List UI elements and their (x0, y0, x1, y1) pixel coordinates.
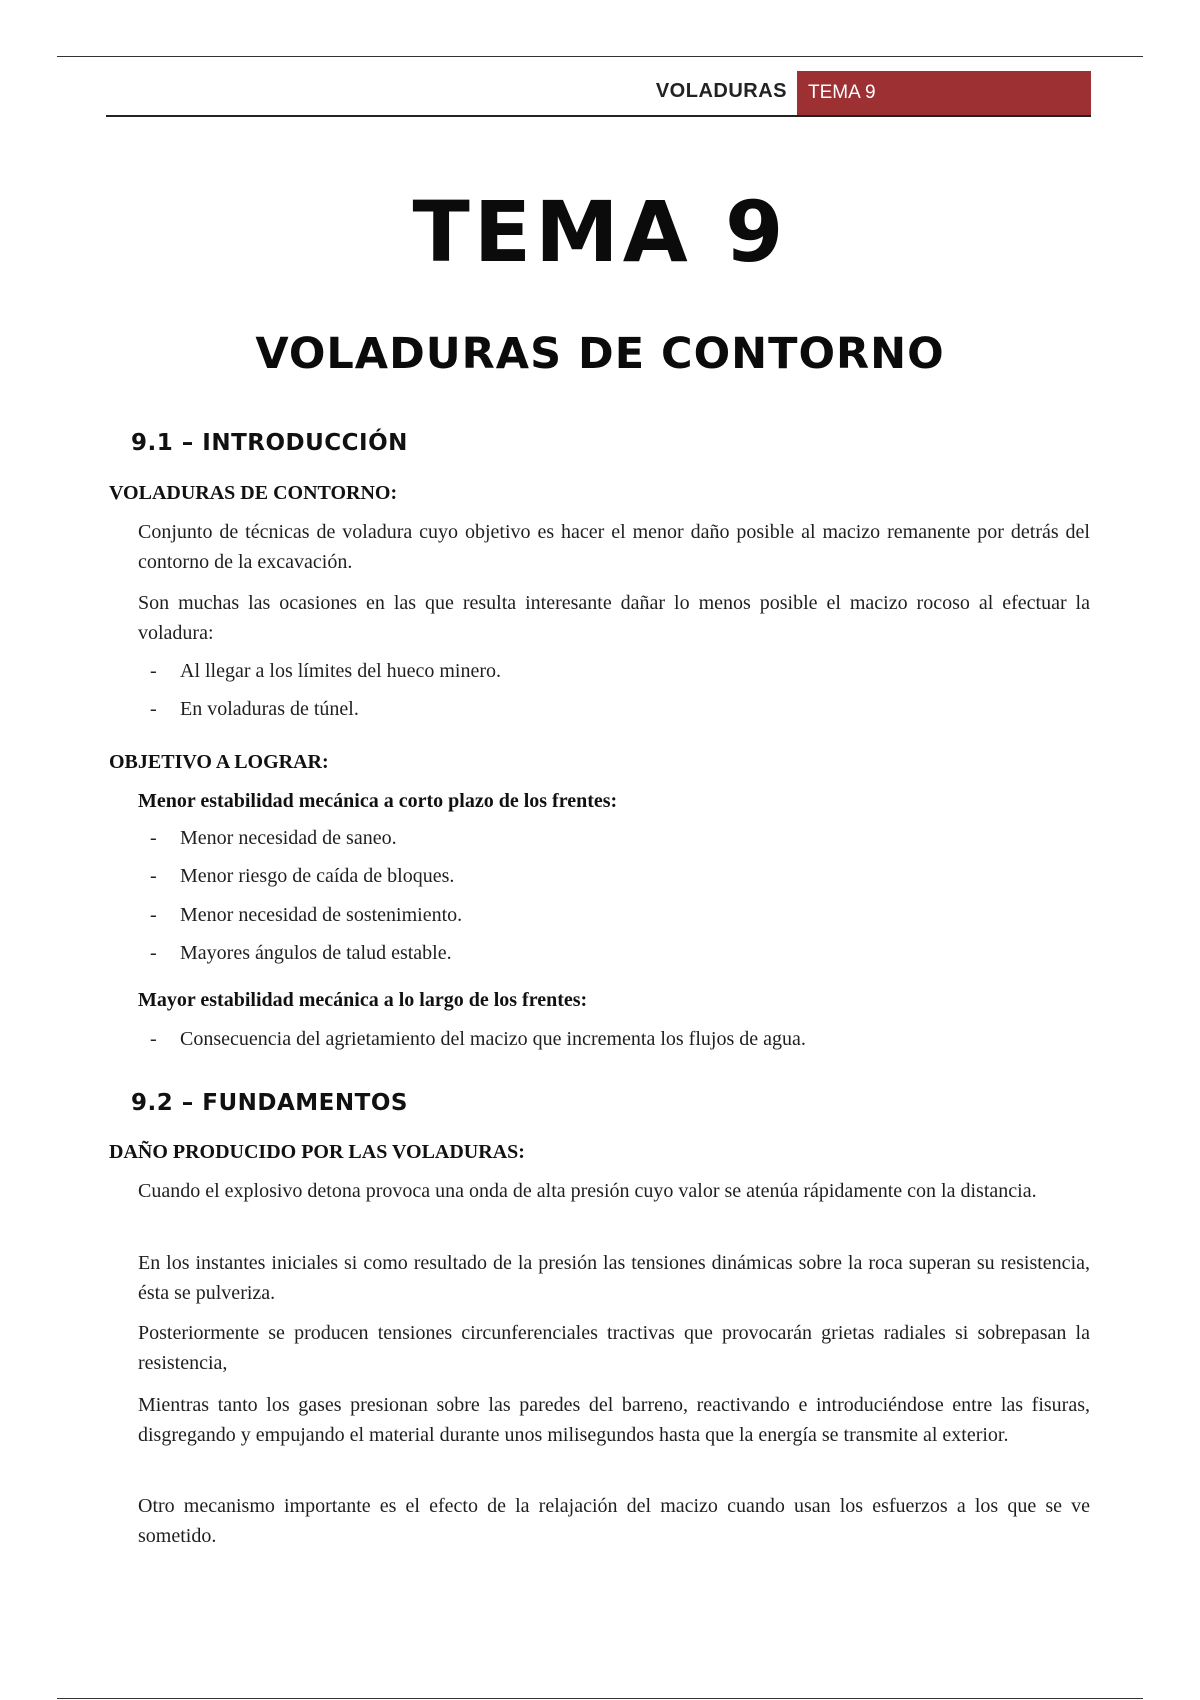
list-item-text: Menor riesgo de caída de bloques. (180, 865, 455, 887)
header-subject: VOLADURAS (655, 80, 787, 102)
page-subtitle: VOLADURAS DE CONTORNO (255, 329, 945, 379)
paragraph-tensiones: Posteriormente se producen tensiones circunferenciales tractivas que provocarán grietas radiales si sobrepasan la resistencia, (138, 1322, 1090, 1374)
dash-marker: - (150, 698, 157, 720)
page-title: TEMA 9 (412, 183, 788, 281)
section-heading-introduccion: 9.1 – INTRODUCCIÓN (131, 430, 408, 456)
list-item-text: Menor necesidad de saneo. (180, 827, 397, 849)
header-chapter-badge: TEMA 9 (797, 71, 1091, 115)
dash-marker: - (150, 942, 157, 964)
paragraph-relajacion: Otro mecanismo importante es el efecto de la relajación del macizo cuando usan los esfuerzos a los que se ve sometido. (138, 1495, 1090, 1547)
list-item (150, 862, 454, 890)
paragraph-ocasiones: Son muchas las ocasiones en las que resulta interesante dañar lo menos posible el macizo rocoso al efectuar la voladura: (138, 592, 1090, 644)
list-item-text: Consecuencia del agrietamiento del macizo que incrementa los flujos de agua. (180, 1028, 806, 1050)
list-item (150, 939, 452, 967)
paragraph-onda-presion: Cuando el explosivo detona provoca una onda de alta presión cuyo valor se atenúa rápidamente con la distancia. (138, 1180, 1037, 1202)
running-header (106, 71, 1091, 117)
dash-marker: - (150, 660, 157, 682)
section-heading-fundamentos: 9.2 – FUNDAMENTOS (131, 1090, 408, 1116)
dash-marker: - (150, 904, 157, 926)
dash-marker: - (150, 827, 157, 849)
sublabel-mayor-estabilidad: Mayor estabilidad mecánica a lo largo de los frentes: (138, 989, 588, 1011)
paragraph-definicion: Conjunto de técnicas de voladura cuyo objetivo es hacer el menor daño posible al macizo remanente por detrás del contorno de la excavación. (138, 521, 1090, 573)
list-item (150, 657, 501, 685)
list-item-text: En voladuras de túnel. (180, 698, 359, 720)
dash-marker: - (150, 865, 157, 887)
list-item (150, 1025, 806, 1053)
list-item (150, 695, 359, 723)
sublabel-menor-estabilidad: Menor estabilidad mecánica a corto plazo de los frentes: (138, 790, 618, 812)
bottom-rule (57, 1698, 1143, 1699)
list-item (150, 901, 462, 929)
label-voladuras-contorno: VOLADURAS DE CONTORNO: (109, 482, 398, 504)
list-item (150, 824, 397, 852)
paragraph-gases: Mientras tanto los gases presionan sobre las paredes del barreno, reactivando e introduciéndose entre las fisuras, disgregando y empujando el material durante unos milisegundos hasta que la energía se transmite al exterior. (138, 1394, 1090, 1446)
label-objetivo: OBJETIVO A LOGRAR: (109, 751, 329, 773)
top-rule (57, 56, 1143, 57)
label-dano-voladuras: DAÑO PRODUCIDO POR LAS VOLADURAS: (109, 1141, 525, 1163)
list-item-text: Mayores ángulos de talud estable. (180, 942, 452, 964)
dash-marker: - (150, 1028, 157, 1050)
list-item-text: Menor necesidad de sostenimiento. (180, 904, 463, 926)
list-item-text: Al llegar a los límites del hueco minero. (180, 660, 502, 682)
header-rule (106, 115, 1091, 117)
paragraph-instantes-iniciales: En los instantes iniciales si como resultado de la presión las tensiones dinámicas sobre la roca superan su resistencia, ésta se pulveriza. (138, 1252, 1090, 1304)
